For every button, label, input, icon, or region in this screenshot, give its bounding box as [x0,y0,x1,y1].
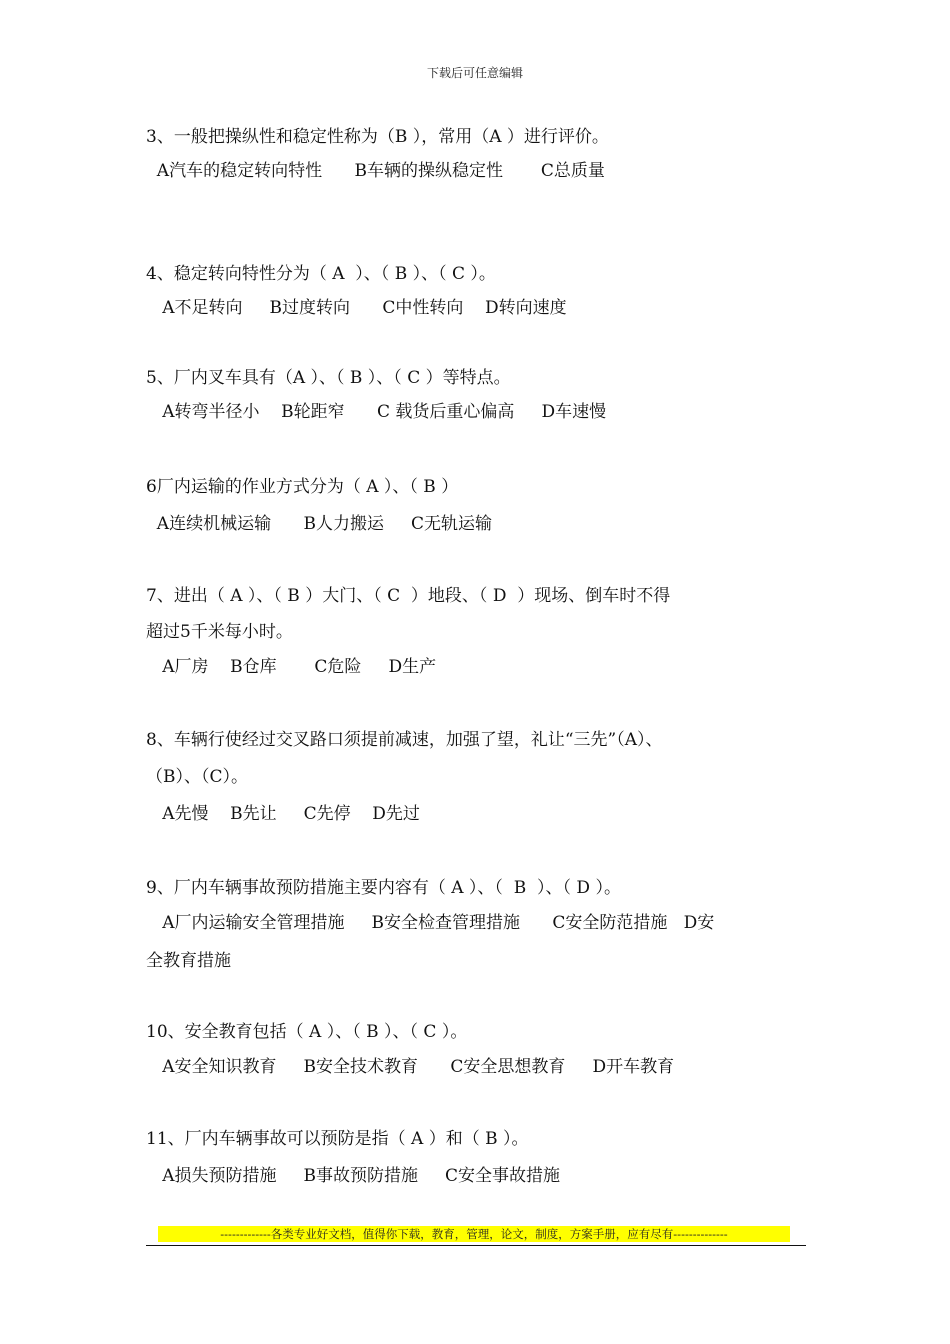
question-8-options: A先慢 B先让 C先停 D先过 [146,804,420,824]
question-9-stem: 9、厂内车辆事故预防措施主要内容有（ A ）、（ B ）、（ D ）。 [146,878,621,898]
question-4-stem: 4、稳定转向特性分为（ A ）、（ B ）、（ C ）。 [146,264,496,284]
question-6-stem: 6厂内运输的作业方式分为（ A ）、（ B ） [146,477,459,497]
question-10-stem: 10、安全教育包括（ A ）、（ B ）、（ C ）。 [146,1022,468,1042]
question-6-options: A连续机械运输 B人力搬运 C无轨运输 [146,514,493,534]
footer-banner: -------------各类专业好文档，值得你下载，教育，管理，论文，制度，方案手册，应有尽有-------------- [158,1226,790,1242]
question-3-options: A汽车的稳定转向特性 B车辆的操纵稳定性 C总质量 [146,161,605,181]
page-header: 下载后可任意编辑 [426,66,523,80]
question-4-options: A不足转向 B过度转向 C中性转向 D转向速度 [146,298,567,318]
question-7-options: A厂房 B仓库 C危险 D生产 [146,657,437,677]
question-10-options: A安全知识教育 B安全技术教育 C安全思想教育 D开车教育 [146,1057,675,1077]
question-3-stem: 3、一般把操纵性和稳定性称为（B ），常用（A ）进行评价。 [146,127,609,147]
question-9-options-continued: 全教育措施 [146,951,231,971]
question-5-stem: 5、厂内叉车具有（A ）、（ B ）、（ C ）等特点。 [146,368,511,388]
question-8-stem-continued: （B）、（C）。 [146,767,248,787]
question-7-stem: 7、进出（ A ）、（ B ）大门、（ C ）地段、（ D ）现场、倒车时不得 [146,586,671,606]
question-5-options: A转弯半径小 B轮距窄 C 载货后重心偏高 D车速慢 [146,402,607,422]
footer-rule [146,1245,806,1246]
question-8-stem: 8、车辆行使经过交叉路口须提前减速，加强了望，礼让“三先”（A）、 [146,730,663,750]
question-9-options: A厂内运输安全管理措施 B安全检查管理措施 C安全防范措施 D安 [146,913,715,933]
question-7-stem-continued: 超过5千米每小时。 [146,622,293,642]
question-11-stem: 11、厂内车辆事故可以预防是指（ A ）和（ B ）。 [146,1129,529,1149]
question-11-options: A损失预防措施 B事故预防措施 C安全事故措施 [146,1166,561,1186]
